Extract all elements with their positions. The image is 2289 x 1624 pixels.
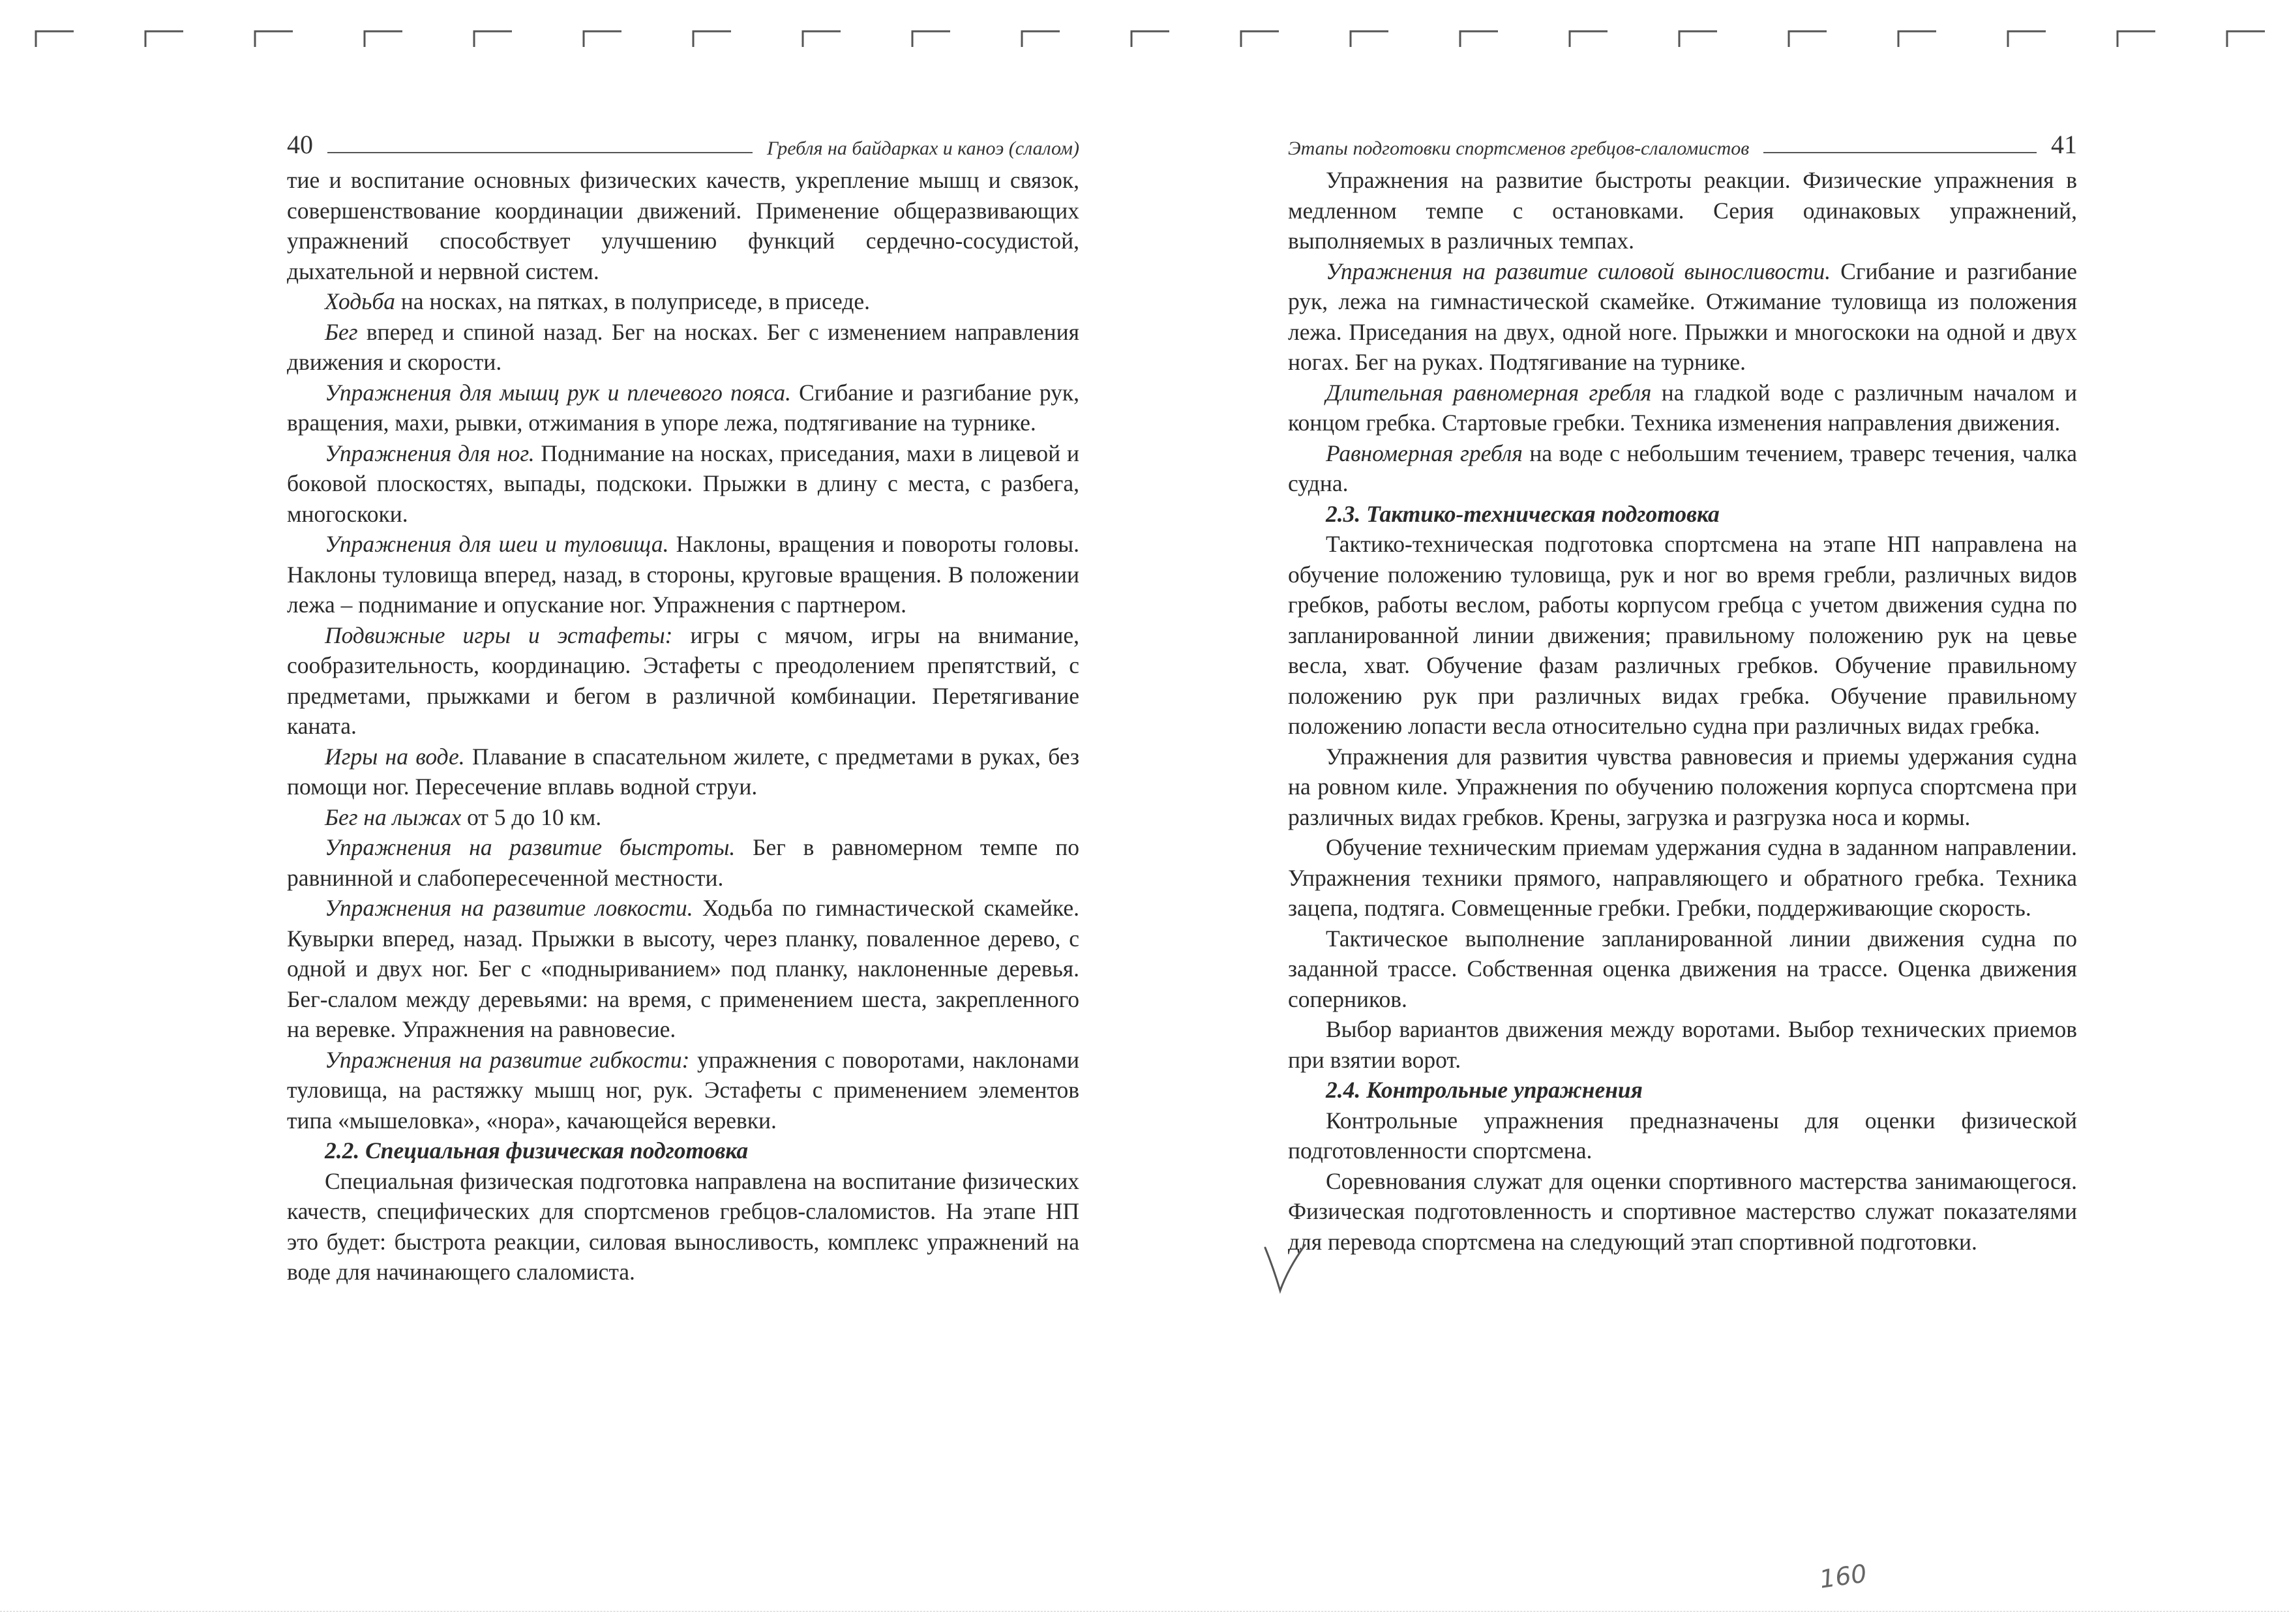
binding-mark <box>365 31 402 47</box>
binding-hole-marks <box>0 0 2289 65</box>
body-paragraph <box>1288 924 2077 1015</box>
binding-mark <box>2008 31 2046 47</box>
binding-mark <box>36 31 74 47</box>
binding-mark <box>584 31 621 47</box>
page-bottom-edge <box>0 1611 2289 1612</box>
paragraph-text: Соревнования служат для оценки спортивного мастерства занимающегося. Физическая подготовленность и спортивное мастерство служат показателями для перевода спортсмена на следующий этап спортивной подготовки. <box>1288 1167 2077 1255</box>
body-paragraph <box>287 1045 1079 1136</box>
binding-mark <box>2227 31 2265 47</box>
paragraph-lead-italic: Длительная равномерная гребля <box>1326 379 1652 406</box>
body-paragraph <box>1288 438 2077 499</box>
body-paragraph <box>287 165 1079 286</box>
left-body-text <box>287 165 1079 1287</box>
binding-mark <box>1679 31 1717 47</box>
right-running-head <box>1288 121 2077 160</box>
body-paragraph <box>1288 1014 2077 1075</box>
paragraph-lead-italic: Упражнения на развитие быстроты. <box>325 834 736 860</box>
paragraph-lead-italic: Игры на воде. <box>325 743 465 770</box>
binding-mark <box>1131 31 1169 47</box>
paragraph-text: Упражнения для развития чувства равновесия и приемы удержания судна на ровном киле. Упражнения по обучению положения корпуса спортсмена при различных видах гребков. Крены, загрузка и разгрузка носа и кормы. <box>1288 743 2077 830</box>
body-paragraph <box>287 529 1079 620</box>
paragraph-text: Сгибание и разгибание рук, вращения, махи, рывки, отжимания в упоре лежа, подтягивание на турнике. <box>287 379 1079 436</box>
paragraph-text: Наклоны, вращения и повороты головы. Наклоны туловища вперед, назад, в стороны, круговые вращения. В положении лежа – поднимание и опускание ног. Упражнения с партнером. <box>287 531 1079 618</box>
handwritten-check-mark <box>1262 1242 1308 1295</box>
paragraph-text: Тактико-техническая подготовка спортсмена на этапе НП направлена на обучение положению туловища, рук и ног во время гребли, различных видов гребков, работы веслом, работы корпусом гребца с учетом движения судна по запланированной линии движения; правильному положению рук на цевье весла, хват. Обучение фазам различных гребков. Обучение правильному положению рук при различных видах гребка. Обучение правильному положению лопасти весла относительно судна при различных видах гребка. <box>1288 531 2077 739</box>
body-paragraph <box>287 620 1079 742</box>
header-rule <box>327 152 753 153</box>
paragraph-text: Обучение техническим приемам удержания судна в заданном направлении. Упражнения техники прямого, направляющего и обратного гребка. Техника зацепа, подтяга. Совмещенные гребки. Гребки, поддерживающие скорость. <box>1288 834 2077 921</box>
paragraph-text: на воде с небольшим течением, траверс течения, чалка судна. <box>1288 440 2078 496</box>
paragraph-text: Специальная физическая подготовка направлена на воспитание физических качеств, специфических для спортсменов гребцов-слаломистов. На этапе НП это будет: быстрота реакции, силовая выносливость, комплекс упражнений на воде для начинающего слаломиста. <box>287 1167 1079 1285</box>
paragraph-lead-italic: Подвижные игры и эстафеты: <box>325 622 673 648</box>
binding-mark <box>1022 31 1060 47</box>
binding-mark <box>1351 31 1388 47</box>
paragraph-text: Поднимание на носках, приседания, махи в лицевой и боковой плоскостях, выпады, подскоки. Прыжки в длину с места, с разбега, многоскоки. <box>287 440 1079 527</box>
right-page-number: 41 <box>2051 130 2077 159</box>
body-paragraph <box>287 1166 1079 1287</box>
paragraph-text: Ходьба по гимнастической скамейке. Кувырки вперед, назад. Прыжки в высоту, через планку, поваленное дерево, с одной и двух ног. Бег с «подныриванием» под планку, наклоненные деревья. Бег-слалом между деревьями: на время, с применением шеста, закрепленного на веревке. Упражнения на равновесие. <box>287 895 1080 1042</box>
binding-mark <box>912 31 950 47</box>
paragraph-lead-italic: Упражнения на развитие ловкости. <box>325 895 693 921</box>
binding-mark <box>1789 31 1827 47</box>
body-paragraph <box>1288 378 2077 438</box>
body-paragraph <box>287 742 1079 802</box>
right-running-title: Этапы подготовки спортсменов гребцов-слаломистов <box>1288 138 1750 159</box>
section-heading: 2.4. Контрольные упражнения <box>1326 1077 1643 1103</box>
paragraph-text: Плавание в спасательном жилете, с предметами в руках, без помощи ног. Пересечение вплавь водной струи. <box>287 743 1079 800</box>
paragraph-lead-italic: Равномерная гребля <box>1326 440 1523 466</box>
header-rule <box>1763 152 2037 153</box>
paragraph-lead-italic: Упражнения на развитие гибкости: <box>325 1046 690 1073</box>
body-paragraph <box>1288 742 2077 833</box>
binding-mark <box>1898 31 1936 47</box>
left-page-number: 40 <box>287 130 313 159</box>
body-paragraph <box>1288 832 2077 924</box>
paragraph-lead-italic: Бег на лыжах <box>325 804 462 830</box>
body-paragraph <box>287 802 1079 833</box>
handwritten-page-note: 160 <box>1818 1559 1869 1594</box>
paragraph-text: Выбор вариантов движения между воротами. Выбор технических приемов при взятии ворот. <box>1288 1016 2077 1073</box>
body-paragraph <box>1288 529 2077 742</box>
paragraph-text: от 5 до 10 км. <box>461 804 602 830</box>
right-body-text <box>1288 165 2077 1257</box>
section-heading: 2.3. Тактико-техническая подготовка <box>1326 500 1720 527</box>
paragraph-lead-italic: Упражнения для шеи и туловища. <box>325 531 669 557</box>
paragraph-text: Контрольные упражнения предназначены для оценки физической подготовленности спортсмена. <box>1288 1107 2077 1164</box>
left-page <box>287 121 1079 1287</box>
paragraph-text: упражнения с поворотами, наклонами туловища, на растяжку мышц ног, рук. Эстафеты с применением элементов типа «мышеловка», «нора», качающейся веревки. <box>287 1046 1079 1134</box>
left-running-head <box>287 121 1079 160</box>
paragraph-lead-italic: Упражнения для мышц рук и плечевого пояса. <box>325 379 791 406</box>
body-paragraph <box>287 832 1079 893</box>
paragraph-text: вперед и спиной назад. Бег на носках. Бег с изменением направления движения и скорости. <box>287 318 1079 375</box>
paragraph-lead-italic: Упражнения для ног. <box>325 440 535 466</box>
binding-mark <box>255 31 293 47</box>
paragraph-text: Сгибание и разгибание рук, лежа на гимнастической скамейке. Отжимание туловища из положения лежа. Приседания на двух, одной ноге. Прыжки и многоскоки на одной и двух ногах. Бег на руках. Подтягивание на турнике. <box>1288 258 2077 375</box>
body-paragraph <box>287 378 1079 438</box>
binding-mark <box>693 31 731 47</box>
body-paragraph <box>1288 256 2077 378</box>
body-paragraph <box>287 893 1079 1045</box>
body-paragraph <box>1288 1166 2077 1257</box>
paragraph-text: Тактическое выполнение запланированной линии движения судна по заданной трассе. Собственная оценка движения на трассе. Оценка движения соперников. <box>1288 925 2077 1012</box>
body-paragraph <box>287 286 1079 317</box>
paragraph-text: Упражнения на развитие быстроты реакции. Физические упражнения в медленном темпе с остановками. Серия одинаковых упражнений, выполняемых в различных темпах. <box>1288 167 2077 254</box>
section-heading: 2.2. Специальная физическая подготовка <box>325 1137 749 1164</box>
paragraph-lead-italic: Упражнения на развитие силовой выносливости. <box>1326 258 1831 284</box>
binding-mark <box>1570 31 1608 47</box>
paragraph-text: Бег в равномерном темпе по равнинной и слабопересеченной местности. <box>287 834 1079 891</box>
body-paragraph <box>287 438 1079 530</box>
binding-mark <box>474 31 512 47</box>
binding-mark <box>1460 31 1498 47</box>
body-paragraph <box>1288 165 2077 256</box>
paragraph-text: на носках, на пятках, в полуприседе, в приседе. <box>395 288 871 314</box>
binding-mark <box>803 31 841 47</box>
binding-mark <box>2117 31 2155 47</box>
left-running-title: Гребля на байдарках и каноэ (слалом) <box>767 138 1079 159</box>
paragraph-text: тие и воспитание основных физических качеств, укрепление мышц и связок, совершенствование координации движений. Применение общеразвивающих упражнений способствует улучшению функций сердечно-сосудистой, дыхательной и нервной систем. <box>287 167 1079 284</box>
paragraph-lead-italic: Ходьба <box>325 288 395 314</box>
body-paragraph <box>287 317 1079 378</box>
body-paragraph <box>1288 1105 2077 1166</box>
binding-mark <box>145 31 183 47</box>
paragraph-text: на гладкой воде с различным началом и концом гребка. Стартовые гребки. Техника изменения направления движения. <box>1288 379 2078 436</box>
paragraph-text: игры с мячом, игры на внимание, сообразительность, координацию. Эстафеты с преодолением препятствий, с предметами, прыжками и бегом в различной комбинации. Перетягивание каната. <box>287 622 1079 739</box>
paragraph-lead-italic: Бег <box>325 318 358 345</box>
right-page <box>1288 121 2077 1257</box>
binding-mark <box>1241 31 1279 47</box>
